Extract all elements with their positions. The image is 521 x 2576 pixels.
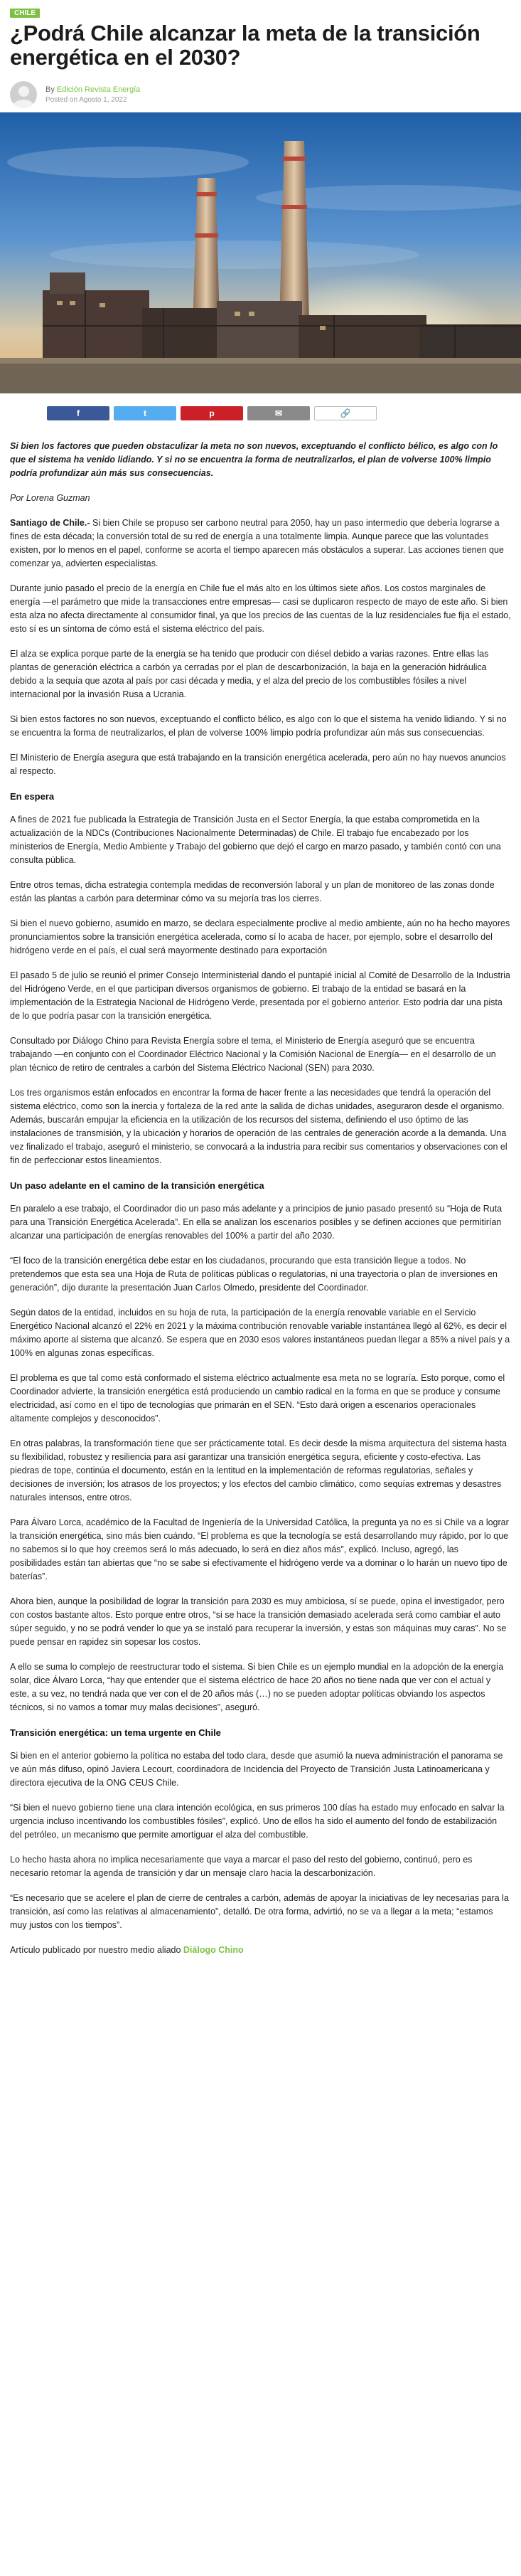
paragraph: Si bien el nuevo gobierno, asumido en marzo, se declara especialmente proclive al medio ambiente, aún no ha hecho mayores pronunciamientos sobre la transición energética acelerada, como sí lo acaba de hacer, por ejemplo, sobre el desarrollo del hidrógeno verde en el país, el cual será mayormente destinado para exportación [10, 918, 510, 955]
pinterest-share-button[interactable]: p [181, 406, 243, 420]
share-bar [47, 406, 377, 420]
page-title: ¿Podrá Chile alcanzar la meta de la transición energética en el 2030? [10, 21, 480, 70]
paragraph: El problema es que tal como está conformado el sistema eléctrico actualmente esa meta no se lograría. Esto porque, como el Coordinador advierte, la transición energética está produciendo un cambio radical en la forma en que se produce y consume electricidad, así como en el tipo de tecnologías que primarán en el SEN. “Esto dará origen a escenarios operacionales altamente complejos y desconocidos”. [10, 1373, 505, 1424]
author-line [45, 85, 140, 94]
paragraph: Para Álvaro Lorca, académico de la Facultad de Ingeniería de la Universidad Católica, la pregunta ya no es si Chile va a lograr la transición energética, sino más bien cuándo. “El problema es que la tecnología se está desarrollando muy rápido, por lo que no sabemos si lo que hoy creemos será lo más adecuado, lo será en diez años más”, explicó. Incluso, agregó, las posibilidades están tan abiertas que “no se sabe si efectivamente el hidrógeno verde va a dominar o lo harán un nuevo tipo de baterías”. [10, 1517, 509, 1581]
paragraph: Según datos de la entidad, incluidos en su hoja de ruta, la participación de la energía renovable variable en el Servicio Energético Nacional alcanzó el 22% en 2021 y la máxima contribución renovable variable instantánea llegó al 62%, es decir el máximo aporte al sistema que alcanzó. Se espera que en 2030 esos valores instantáneos puedan llegar a 85% a nivel país y a 100% en algunas zonas específicas. [10, 1308, 510, 1358]
author-link[interactable]: Edición Revista Energía [56, 85, 141, 94]
paragraph: Si bien estos factores no son nuevos, exceptuando el conflicto bélico, es algo con lo que el sistema ha venido lidiando. Y si no se encuentra la forma de neutralizarlos, el plan de volverse 100% limpio podría profundizar aún más sus consecuencias. [10, 714, 507, 738]
paragraph: Durante junio pasado el precio de la energía en Chile fue el más alto en los últimos siete años. Los costos marginales de energía —el parámetro que mide la transacciones entre empresas— casi se duplicaron respecto de mayo de este año. Si bien esta alza no afecta directamente al consumidor final, ya que los precios de las cuentas de la luz residenciales fue fija el estado, esto sí es un síntoma de cómo está el sistema eléctrico del país. [10, 583, 511, 634]
paragraph: “El foco de la transición energética debe estar en los ciudadanos, procurando que esta transición llegue a todos. No pretendemos que esta sea una Hoja de Ruta de políticas públicas o regulatorias, ni una trayectoria o plan de inversiones en generación”, dijo durante la presentación Juan Carlos Olmedo, presidente del Coordinador. [10, 1256, 498, 1293]
source-link[interactable]: Diálogo Chino [183, 1945, 244, 1955]
byline [10, 77, 511, 117]
section-heading: Un paso adelante en el camino de la transición energética [10, 1180, 264, 1191]
paragraph: A fines de 2021 fue publicada la Estrategia de Transición Justa en el Sector Energía, la que estaba comprometida en la actualización de la NDCs (Contribuciones Nacionalmente Determinadas) de Chile. El trabajo fue encabezado por los ministerios de Energía, Medio Ambiente y Trabajo del gobierno que dejó el cargo en marzo pasado, y también contó con una consulta pública. [10, 815, 501, 865]
paragraph: Entre otros temas, dicha estrategia contempla medidas de reconversión laboral y un plan de monitoreo de las zonas donde están las plantas a carbón para determinar cómo va su mejoría tras los cierres. [10, 880, 495, 903]
hero-image [0, 112, 521, 393]
paragraph: Si bien en el anterior gobierno la política no estaba del todo clara, desde que asumió la nueva administración el panorama se ve aún más difuso, opinó Javiera Lecourt, coordinadora de Incidencia del Proyecto de Transición Justa Latinoamericana y directora ejecutiva de la ONG CEUS Chile. [10, 1751, 503, 1788]
category-tag[interactable]: CHILE [10, 9, 40, 18]
facebook-share-button[interactable]: f [47, 406, 109, 420]
paragraph [10, 516, 511, 571]
author-credit: Por Lorena Guzman [10, 493, 90, 503]
paragraph: Consultado por Diálogo Chino para Revista Energía sobre el tema, el Ministerio de Energía aseguró que se encuentra trabajando —en conjunto con el Coordinador Eléctrico Nacional y la Comisión Nacional de Energía— en el desarrollo de un plan técnico de retiro de centrales a carbón del Sistema Eléctrico Nacional (SEN) para 2030. [10, 1036, 496, 1073]
paragraph: Lo hecho hasta ahora no implica necesariamente que vaya a marcar el paso del resto del gobierno, continuó, pero es necesario retomar la agenda de transición y dar un mensaje claro hacia la descarbonización. [10, 1855, 473, 1878]
paragraph: Los tres organismos están enfocados en encontrar la forma de hacer frente a las necesidades que tendrá la operación del sistema eléctrico, como son la inercia y fortaleza de la red ante la salida de dichas unidades, aseguraron desde el organismo. Además, buscarán empujar la eficiencia en la utilización de los recursos del sistema, definiendo el uso óptimo de las instalaciones de transmisión, y la ubicación y horarios de operación de las centrales de generación acorde a la demanda. Una vez finalizado el trabajo, aseguró el ministerio, se convocará a la industria para recibir sus comentarios y observaciones con el fin de perfeccionar estos lineamientos. [10, 1088, 507, 1165]
paragraph: El alza se explica porque parte de la energía se ha tenido que producir con diésel debido a varias razones. Entre ellas las plantas de generación eléctrica a carbón ya cerradas por el plan de descarbonización, la baja en la generación hidráulica debido a la sequía que azota al país por casi década y media, y el alza del precio de los combustibles fósiles a nivel internacional por la invasión Rusa a Ucrania. [10, 649, 489, 699]
paragraph: El Ministerio de Energía asegura que está trabajando en la transición energética acelerada, pero aún no hay nuevos anuncios al respecto. [10, 753, 506, 776]
twitter-share-button[interactable]: t [114, 406, 176, 420]
paragraph: En paralelo a ese trabajo, el Coordinador dio un paso más adelante y a principios de junio pasado presentó su “Hoja de Ruta para una Transición Energética Acelerada”. En ella se analizan los escenarios posibles y se definen acciones que permitirían alcanzar una participación de energías renovables del 100% a partir del año 2030. [10, 1204, 503, 1241]
article-header [10, 0, 511, 117]
credit-prefix: Artículo publicado por nuestro medio aliado [10, 1945, 183, 1955]
paragraph: “Si bien el nuevo gobierno tiene una clara intención ecológica, en sus primeros 100 días ha estado muy enfocado en salvar la urgencia incluso incentivando los combustibles fósiles”, explicó. Uno de ellos ha sido el aumento del fondo de estabilización del petróleo, un mecanismo que permite amortiguar el alza del combustible. [10, 1803, 505, 1840]
avatar [10, 81, 37, 108]
paragraph: Ahora bien, aunque la posibilidad de lograr la transición para 2030 es muy ambiciosa, sí se puede, opina el investigador, pero con costos bastante altos. Esto porque entre otros, “si se hace la transición demasiado acelerada será como cambiar el auto súper seguido, y no se podrá vender lo que ya se instaló para recuperar la inversión, y estas son máquinas muy caras”. No se puede pensar en rapidez sin sopesar los costos. [10, 1596, 507, 1647]
paragraph-text: Si bien Chile se propuso ser carbono neutral para 2050, hay un paso intermedio que debería lograrse a fines de esta década; la conversión total de su red de energía a una totalmente limpia. Aunque parece que las voluntades existen, por lo menos en el papel, conforme se acorta el tiempo aparecen más obstáculos a superar. Las acciones tienen que comenzar ya, advierten especialistas. [10, 518, 504, 568]
dateline: Santiago de Chile.- [10, 518, 90, 528]
article-body [10, 440, 511, 1968]
email-share-button[interactable]: ✉ [247, 406, 310, 420]
section-heading: Transición energética: un tema urgente en Chile [10, 1727, 221, 1738]
paragraph: En otras palabras, la transformación tiene que ser prácticamente total. Es decir desde la misma arquitectura del sistema hasta su flexibilidad, robustez y resiliencia para así garantizar una transición energética segura, eficiente y costo-efectiva. Las piedras de tope, continúa el documento, están en la lentitud en la implementación de reformas regulatorias, señales y decisiones de inversión; los atrasos de los proyectos; y los efectos del cambio climático, como sequías extremas y desastres naturales intensos, entre otros. [10, 1438, 507, 1502]
by-prefix: By [45, 85, 55, 94]
paragraph: El pasado 5 de julio se reunió el primer Consejo Interministerial dando el puntapié inicial al Comité de Desarrollo de la Industria del Hidrógeno Verde, en el que participan diversos organismos de gobierno. El trabajo de la entidad se basará en la implementación de la Estrategia Nacional de Hidrógeno Verde, presentada por el gobierno anterior. Esto podría dar una pista de lo que podría pasar con la transición energética. [10, 970, 510, 1021]
copy-link-button[interactable]: 🔗 [314, 406, 377, 420]
post-date: Posted on Agosto 1, 2022 [45, 96, 127, 104]
paragraph: A ello se suma lo complejo de reestructurar todo el sistema. Si bien Chile es un ejemplo mundial en la adopción de la energía solar, dice Álvaro Lorca, “hay que entender que el sistema eléctrico de hace 20 años no tiene nada que ver con el actual y este, a su vez, no tendrá nada que ver con el de 20 años más (…) no se pueden adoptar políticas obviando los aspectos técnicos, si no vamos a tomar muy malas decisiones”, aseguró. [10, 1662, 504, 1712]
paragraph: “Es necesario que se acelere el plan de cierre de centrales a carbón, además de apoyar la iniciativas de ley necesarias para la transición, así como las relativas al almacenamiento”, detalló. De otra forma, advirtió, no se va a llegar a la meta; “estamos muy justos con los tiempos”. [10, 1893, 509, 1930]
section-heading: En espera [10, 791, 55, 802]
lede: Si bien los factores que pueden obstaculizar la meta no son nuevos, exceptuando el conflicto bélico, es algo con lo que el sistema ha venido lidiando. Y si no se encuentra la forma de neutralizarlos, el plan de volverse 100% limpio podría profundizar aún más sus consecuencias. [10, 441, 498, 478]
source-credit [10, 1944, 511, 1957]
